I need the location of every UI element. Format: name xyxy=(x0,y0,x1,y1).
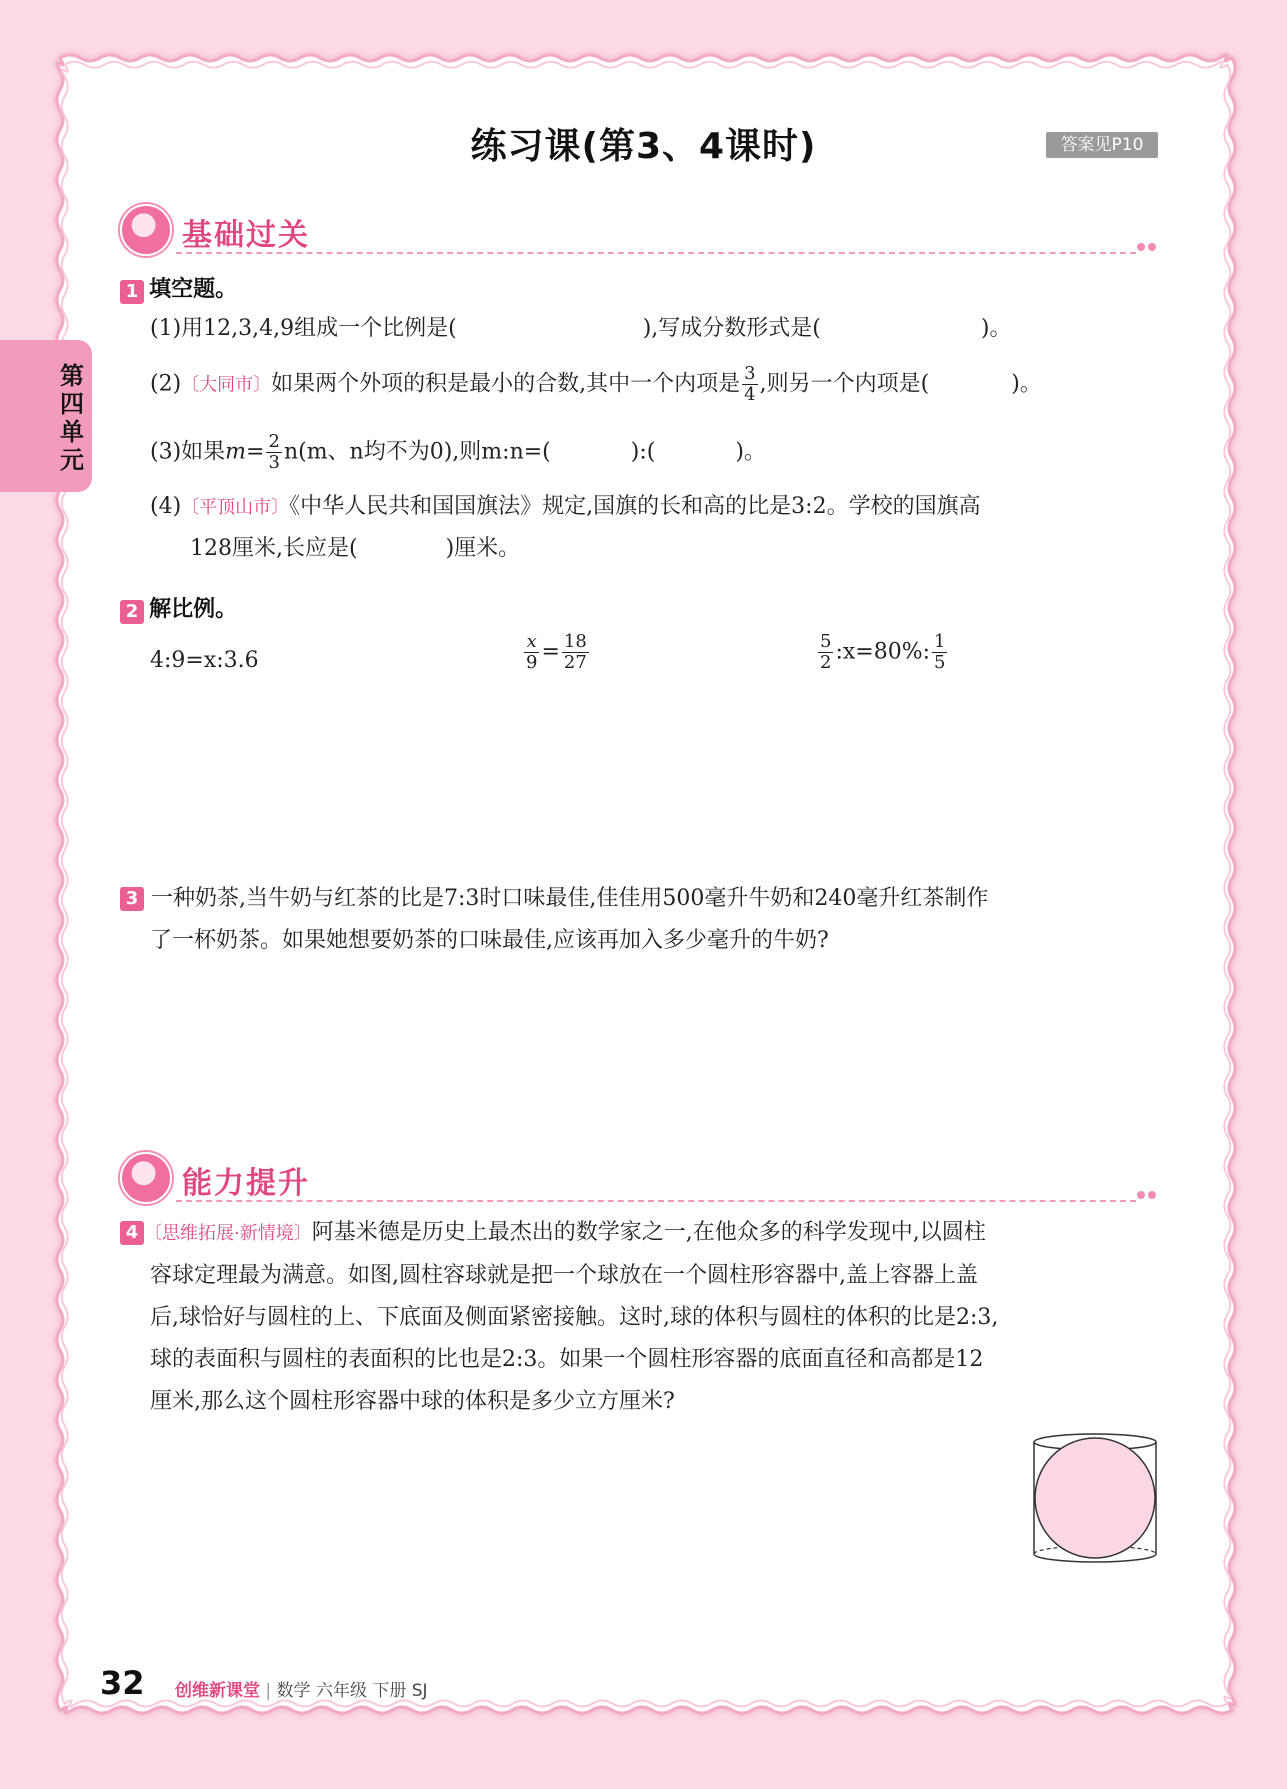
fraction-denominator: 2 xyxy=(820,652,832,673)
page-title: 练习课(第3、4课时) xyxy=(470,126,817,167)
cylinder-sphere-figure xyxy=(1028,1428,1162,1568)
fraction-denominator: 3 xyxy=(268,452,280,473)
q3-text-line-1: 一种奶茶,当牛奶与红茶的比是7:3时口味最佳,佳佳用500毫升牛奶和240毫升红茶制作 xyxy=(151,886,989,911)
region-tag: 〔平顶山市〕 xyxy=(181,497,290,518)
q1-3-text-c: ):( xyxy=(630,439,656,465)
fraction-denominator: 9 xyxy=(526,652,538,673)
monkey-mascot-icon xyxy=(120,204,172,256)
question-number-badge: 2 xyxy=(120,600,144,624)
q1-4-prefix: (4) xyxy=(150,494,182,519)
q1-item-3 xyxy=(150,432,766,473)
q4-text-line-2: 容球定理最为满意。如图,圆柱容球就是把一个球放在一个圆柱形容器中,盖上容器上盖 xyxy=(150,1263,978,1288)
fraction-numerator: 1 xyxy=(934,631,946,652)
q1-4-text-c: )厘米。 xyxy=(445,536,521,561)
region-tag: 〔大同市〕 xyxy=(181,374,272,396)
fraction-numerator: 2 xyxy=(268,431,280,452)
question-title: 解比例。 xyxy=(149,597,238,622)
q1-2-text-c: )。 xyxy=(1011,371,1042,397)
question-title: 填空题。 xyxy=(149,277,238,302)
question-number-badge: 4 xyxy=(120,1221,144,1245)
q1-item-1 xyxy=(150,314,1011,344)
fraction-numerator: x xyxy=(524,632,539,653)
fraction xyxy=(742,364,757,405)
context-tag: 〔思维拓展·新情境〕 xyxy=(144,1223,312,1244)
section-divider xyxy=(176,1200,1136,1202)
q1-3-variable: m xyxy=(225,439,247,465)
answer-reference-badge: 答案见P10 xyxy=(1046,132,1158,158)
q4-text-line-4: 球的表面积与圆柱的表面积的比也是2:3。如果一个圆柱形容器的底面直径和高都是12 xyxy=(150,1347,984,1372)
ratio-text: :x=80%: xyxy=(835,639,931,665)
q1-2-prefix: (2) xyxy=(150,371,182,397)
question-2-header xyxy=(120,592,237,624)
q1-3-text-b: n(m、n均不为0),则m:n=( xyxy=(283,439,551,465)
q1-3-text-a: (3)如果 xyxy=(150,439,226,465)
q1-item-4-line-1 xyxy=(150,492,981,523)
q1-item-4-line-2 xyxy=(190,534,520,564)
q1-2-text-a: 如果两个外项的积是最小的合数,其中一个内项是 xyxy=(271,371,741,397)
fraction xyxy=(562,632,589,673)
equals: = xyxy=(541,639,560,665)
fraction-denominator: 4 xyxy=(744,384,756,405)
q1-4-text-a: 《中华人民共和国国旗法》规定,国旗的长和高的比是3:2。学校的国旗高 xyxy=(289,494,981,519)
page-number: 32 xyxy=(100,1664,145,1702)
q4-text-line-5: 厘米,那么这个圆柱形容器中球的体积是多少立方厘米? xyxy=(150,1389,675,1414)
q1-3-equals: = xyxy=(246,439,265,465)
q2-equation-1: 4:9=x:3.6 xyxy=(150,648,259,673)
unit-side-tab-label: 第四单元 xyxy=(60,362,84,474)
q1-1-text-a: (1)用12,3,4,9组成一个比例是( xyxy=(150,316,457,341)
q4-text-line-1: 阿基米德是历史上最杰出的数学家之一,在他众多的科学发现中,以圆柱 xyxy=(311,1220,986,1245)
question-4-paragraph xyxy=(120,1212,1160,1423)
question-number-badge: 3 xyxy=(120,887,144,911)
q1-1-text-c: )。 xyxy=(980,316,1012,341)
q4-line-1 xyxy=(120,1212,1160,1255)
q1-4-text-b: 128厘米,长应是( xyxy=(190,536,358,561)
question-1-header xyxy=(120,272,237,304)
q2-equation-2 xyxy=(522,632,591,673)
monkey-mascot-icon xyxy=(120,1152,172,1204)
footer-series: 创维新课堂 | 数学 六年级 下册 SJ xyxy=(175,1681,428,1701)
fraction-denominator: 5 xyxy=(934,652,946,673)
fraction-numerator: 5 xyxy=(820,631,832,652)
decorative-dots-icon xyxy=(1134,1184,1156,1203)
q1-item-2 xyxy=(150,364,1042,405)
decorative-dots-icon xyxy=(1134,236,1156,255)
fraction xyxy=(524,632,539,673)
q2-equation-3 xyxy=(816,632,949,673)
section-divider xyxy=(176,252,1136,254)
question-3-line-1 xyxy=(120,884,988,914)
question-3-line-2: 了一杯奶茶。如果她想要奶茶的口味最佳,应该再加入多少毫升的牛奶? xyxy=(150,928,829,953)
fraction-denominator: 27 xyxy=(563,652,587,673)
question-number-badge: 1 xyxy=(120,280,144,304)
footer-brand: 创维新课堂 xyxy=(175,1681,260,1701)
q1-2-text-b: ,则另一个内项是( xyxy=(759,371,930,397)
section-title-ability: 能力提升 xyxy=(182,1166,310,1201)
fraction xyxy=(266,432,281,473)
fraction xyxy=(818,632,833,673)
q4-text-line-3: 后,球恰好与圆柱的上、下底面及侧面紧密接触。这时,球的体积与圆柱的体积的比是2:3, xyxy=(150,1305,999,1330)
q1-3-text-d: )。 xyxy=(735,439,766,465)
section-title-basic: 基础过关 xyxy=(182,218,310,253)
fraction-numerator: 3 xyxy=(744,363,756,384)
fraction-numerator: 18 xyxy=(563,631,587,652)
fraction xyxy=(932,632,947,673)
footer-info: 数学 六年级 下册 SJ xyxy=(276,1681,428,1701)
q1-1-text-b: ),写成分数形式是( xyxy=(642,316,821,341)
